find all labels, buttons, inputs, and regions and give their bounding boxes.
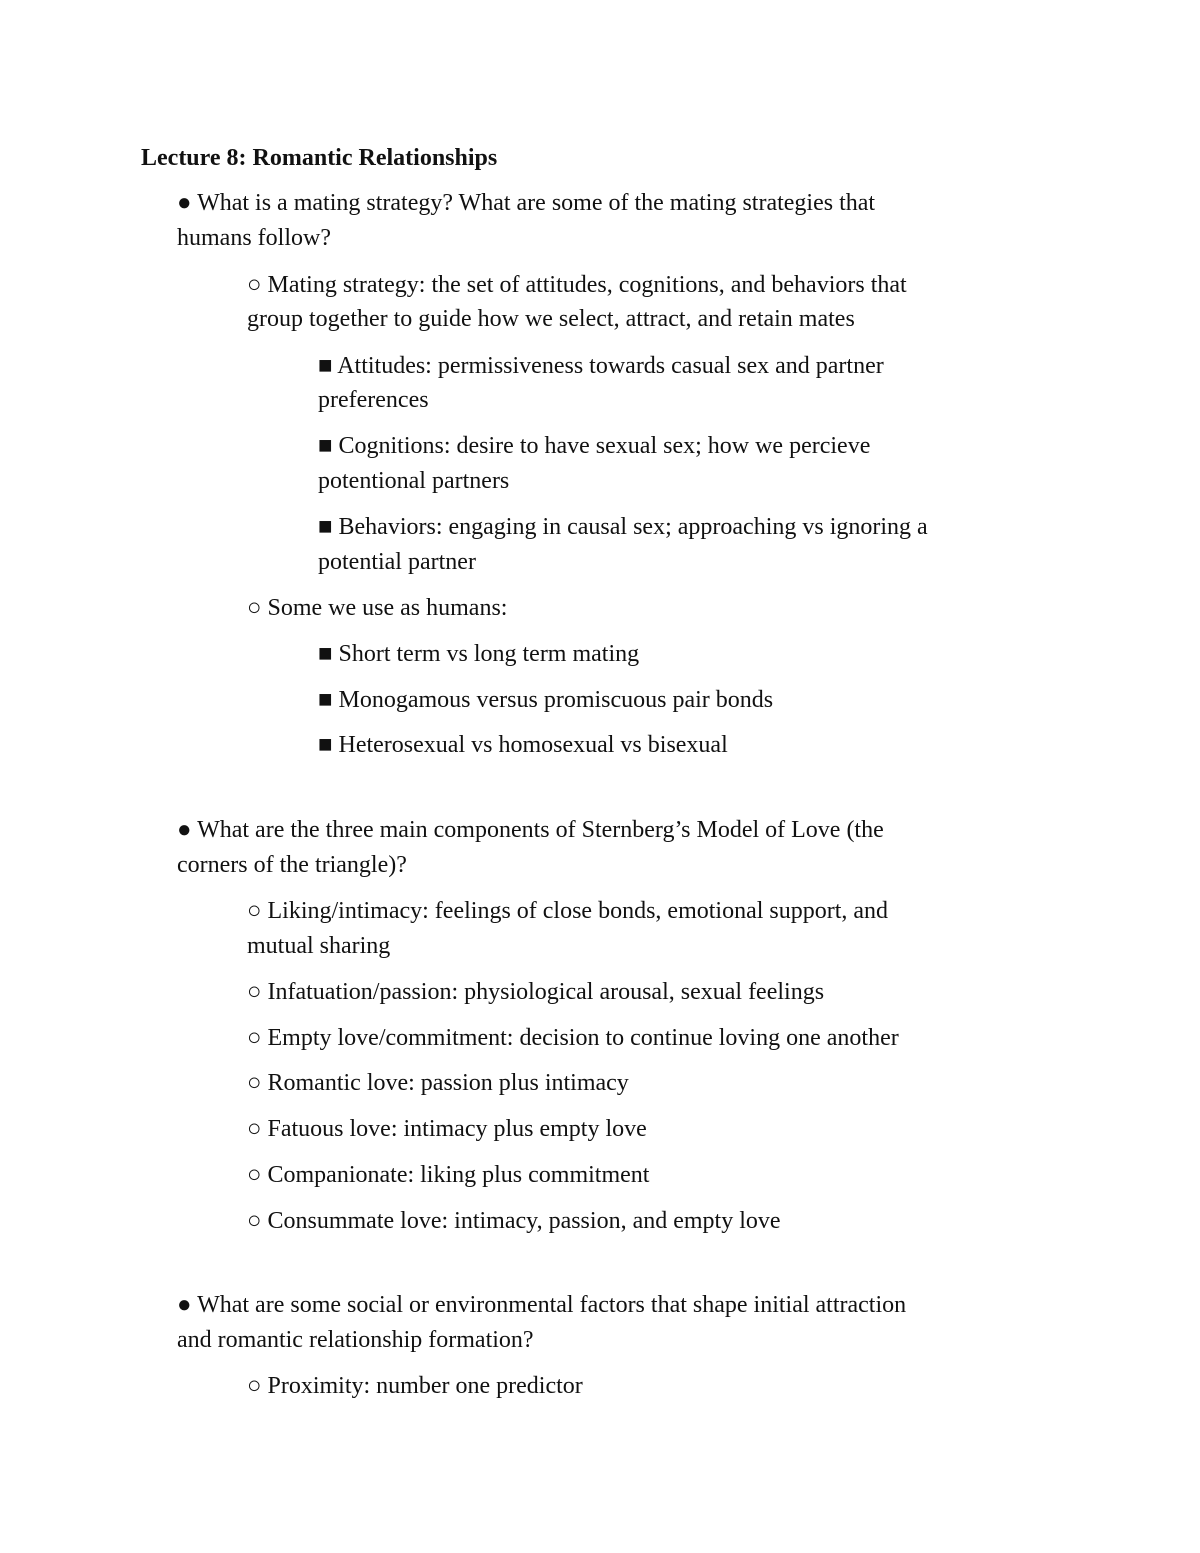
question-2-line-1: ● What are the three main components of Sternberg’s Model of Love (the <box>177 817 884 843</box>
sub-list-item-continuation: potentional partners <box>318 468 510 494</box>
question-1-line-1: ● What is a mating strategy? What are some of the mating strategies that <box>177 190 876 216</box>
list-item: ○ Liking/intimacy: feelings of close bonds, emotional support, and <box>247 898 889 924</box>
question-3-line-1: ● What are some social or environmental factors that shape initial attraction <box>177 1292 907 1318</box>
list-item: ○ Mating strategy: the set of attitudes, cognitions, and behaviors that <box>247 272 907 298</box>
list-item-continuation: mutual sharing <box>247 933 391 959</box>
circle-marker: ○ <box>247 595 262 621</box>
circle-marker: ○ <box>247 1162 262 1188</box>
list-item: ○ Romantic love: passion plus intimacy <box>247 1070 629 1096</box>
list-item: ○ Companionate: liking plus commitment <box>247 1162 650 1188</box>
square-marker: ■ <box>318 433 333 459</box>
list-item: ○ Fatuous love: intimacy plus empty love <box>247 1116 647 1142</box>
circle-marker: ○ <box>247 272 262 298</box>
sub-list-item-continuation: preferences <box>318 387 429 413</box>
bullet-marker: ● <box>177 1292 192 1318</box>
list-item-continuation: group together to guide how we select, attract, and retain mates <box>247 306 855 332</box>
list-item: ○ Empty love/commitment: decision to continue loving one another <box>247 1025 899 1051</box>
list-item: ○ Consummate love: intimacy, passion, and empty love <box>247 1208 781 1234</box>
list-item: ○ Proximity: number one predictor <box>247 1373 583 1399</box>
document-title: Lecture 8: Romantic Relationships <box>141 145 498 171</box>
square-marker: ■ <box>318 514 333 540</box>
circle-marker: ○ <box>247 979 262 1005</box>
question-1-line-2: humans follow? <box>177 225 331 251</box>
list-item: ○ Infatuation/passion: physiological arousal, sexual feelings <box>247 979 825 1005</box>
circle-marker: ○ <box>247 898 262 924</box>
question-2-line-2: corners of the triangle)? <box>177 852 407 878</box>
bullet-marker: ● <box>177 190 192 216</box>
square-marker: ■ <box>318 687 333 713</box>
sub-list-item: ■ Heterosexual vs homosexual vs bisexual <box>318 732 728 758</box>
sub-list-item: ■ Cognitions: desire to have sexual sex; how we percieve <box>318 433 871 459</box>
sub-list-item-continuation: potential partner <box>318 549 476 575</box>
circle-marker: ○ <box>247 1373 262 1399</box>
circle-marker: ○ <box>247 1025 262 1051</box>
square-marker: ■ <box>318 353 333 379</box>
square-marker: ■ <box>318 732 333 758</box>
list-item: ○ Some we use as humans: <box>247 595 508 621</box>
question-3-line-2: and romantic relationship formation? <box>177 1327 534 1353</box>
sub-list-item: ■ Monogamous versus promiscuous pair bonds <box>318 687 774 713</box>
circle-marker: ○ <box>247 1116 262 1142</box>
circle-marker: ○ <box>247 1208 262 1234</box>
square-marker: ■ <box>318 641 333 667</box>
sub-list-item: ■ Attitudes: permissiveness towards casual sex and partner <box>318 353 884 379</box>
bullet-marker: ● <box>177 817 192 843</box>
sub-list-item: ■ Behaviors: engaging in causal sex; approaching vs ignoring a <box>318 514 928 540</box>
circle-marker: ○ <box>247 1070 262 1096</box>
sub-list-item: ■ Short term vs long term mating <box>318 641 640 667</box>
